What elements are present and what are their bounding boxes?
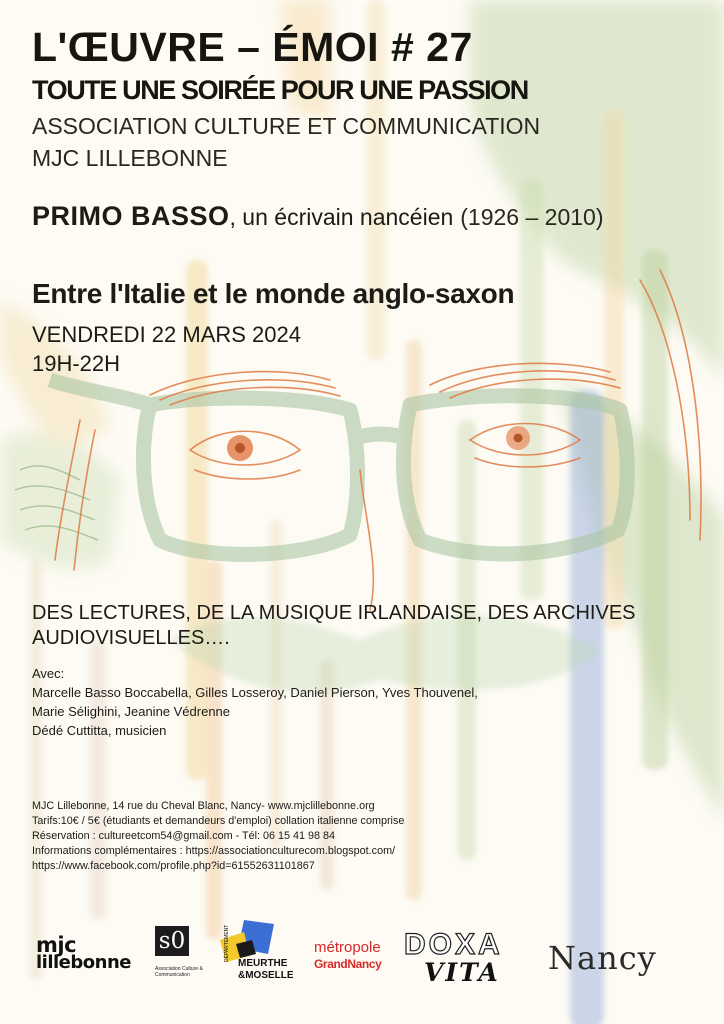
doxa-vita-logo: DOXA VITA (404, 928, 503, 987)
pricing-info: Tarifs:10€ / 5€ (étudiants et demandeurs d'emploi) collation italienne comprise (32, 815, 405, 827)
guests-label: Avec: (32, 666, 65, 681)
guest-line: Dédé Cuttitta, musicien (32, 723, 167, 738)
metropole-grand-nancy-logo: métropole GrandNancy (314, 939, 382, 971)
author-name: PRIMO BASSO (32, 201, 230, 231)
event-time: 19H-22H (32, 351, 121, 376)
event-tagline: TOUTE UNE SOIRÉE POUR UNE PASSION (32, 75, 528, 105)
ville-de-nancy-logo: Nancy (548, 939, 657, 977)
program-description (32, 601, 636, 651)
author-heading (32, 201, 603, 232)
author-dates: (1926 – 2010) (460, 204, 604, 230)
author-description: , un écrivain nancéien (229, 204, 454, 230)
event-topic: Entre l'Italie et le monde anglo-saxon (32, 278, 515, 309)
blog-link[interactable]: Informations complémentaires : https://associationculturecom.blogspot.com/ (32, 845, 396, 857)
culture-communication-logo: s0 Association Culture & Communication (155, 928, 203, 978)
program-line: DES LECTURES, DE LA MUSIQUE IRLANDAISE, DES ARCHIVES (32, 602, 636, 624)
facebook-link[interactable]: https://www.facebook.com/profile.php?id=61552631101867 (32, 860, 315, 872)
organizer-name: ASSOCIATION CULTURE ET COMMUNICATION (32, 113, 541, 139)
mjc-lillebonne-logo: mjc lillebonne (36, 933, 131, 973)
venue-address: MJC Lillebonne, 14 rue du Cheval Blanc, Nancy- www.mjclillebonne.org (32, 800, 375, 812)
venue-name: MJC LILLEBONNE (32, 145, 228, 171)
guest-line: Marcelle Basso Boccabella, Gilles Losseroy, Daniel Pierson, Yves Thouvenel, (32, 685, 478, 700)
event-date: VENDREDI 22 MARS 2024 (32, 322, 301, 347)
booking-contact: Réservation : cultureetcom54@gmail.com - Tél: 06 15 41 98 84 (32, 830, 336, 842)
event-title: L'ŒUVRE – ÉMOI # 27 (32, 24, 473, 70)
guest-line: Marie Sélighini, Jeanine Védrenne (32, 704, 231, 719)
program-line: AUDIOVISUELLES…. (32, 627, 230, 649)
departement-meurthe-moselle-logo: MEURTHE &MOSELLE DÉPARTEMENT (216, 918, 278, 990)
